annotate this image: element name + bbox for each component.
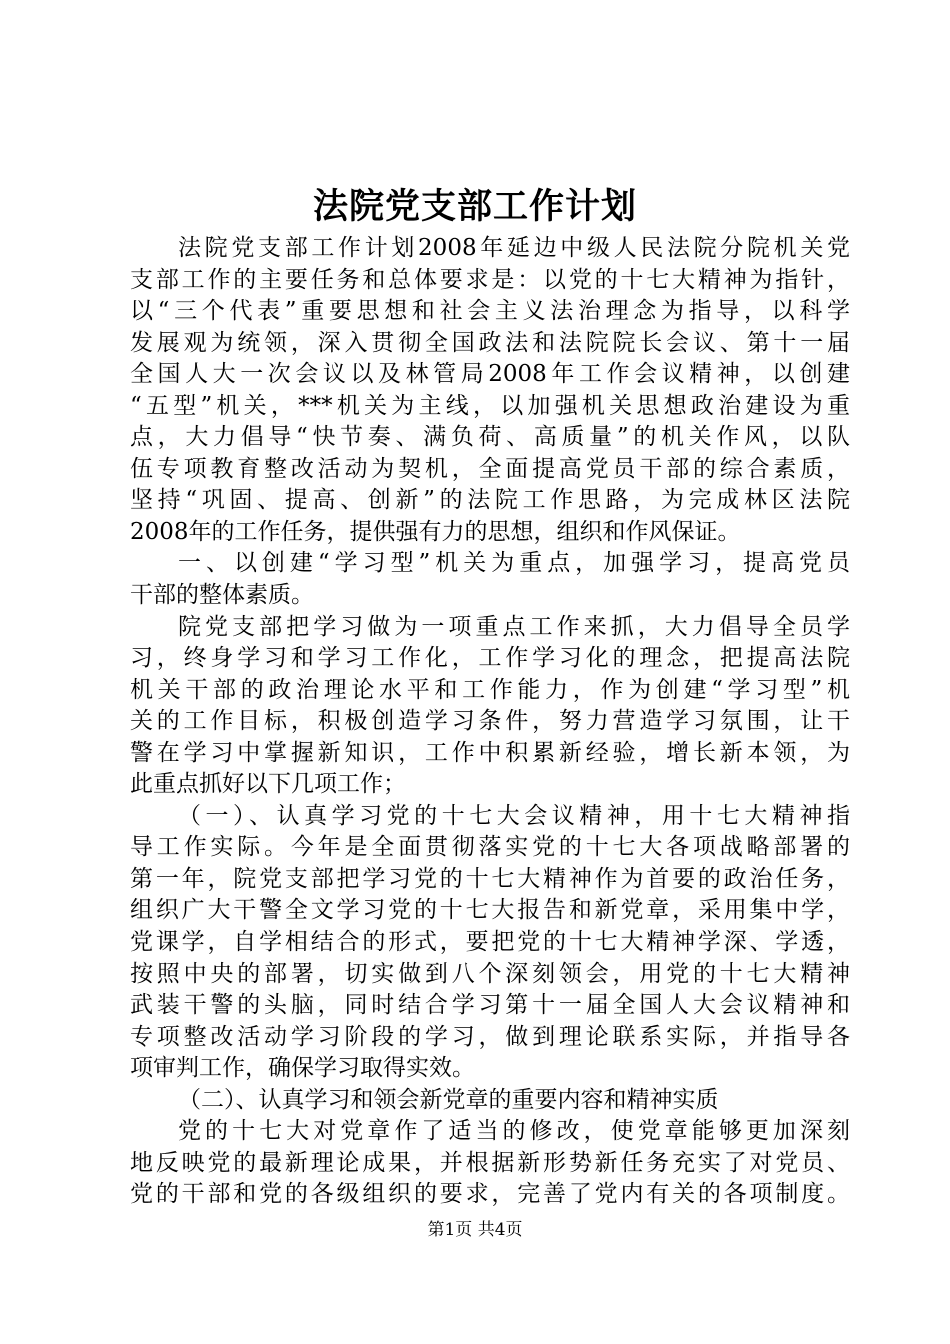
text-line: 习，终身学习和学习工作化，工作学习化的理念，把提高法院 <box>130 645 850 672</box>
page-footer: 第1页 共4页 <box>427 1220 523 1240</box>
text-line: 此重点抓好以下几项工作； <box>130 771 406 798</box>
text-line: 院党支部把学习做为一项重点工作来抓，大力倡导全员学 <box>178 613 850 640</box>
text-line: 项审判工作，确保学习取得实效。 <box>130 1055 475 1082</box>
text-line: 以“三个代表”重要思想和社会主义法治理念为指导，以科学 <box>130 298 850 325</box>
text-line: “五型”机关，***机关为主线，以加强机关思想政治建设为重 <box>130 392 850 419</box>
text-line: 按照中央的部署，切实做到八个深刻领会，用党的十七大精神 <box>130 960 850 987</box>
text-line: 点，大力倡导“快节奏、满负荷、高质量”的机关作风，以队 <box>130 424 850 451</box>
text-line: 专项整改活动学习阶段的学习，做到理论联系实际，并指导各 <box>130 1023 850 1050</box>
text-line: 党课学，自学相结合的形式，要把党的十七大精神学深、学透， <box>130 929 850 956</box>
text-line: 警在学习中掌握新知识，工作中积累新经验，增长新本领，为 <box>130 739 850 766</box>
text-line: （一）、认真学习党的十七大会议精神，用十七大精神指 <box>178 802 850 829</box>
document-body <box>130 233 850 1211</box>
text-line: 支部工作的主要任务和总体要求是：以党的十七大精神为指针， <box>130 266 850 293</box>
text-line: 坚持“巩固、提高、创新”的法院工作思路，为完成林区法院 <box>130 487 850 514</box>
text-line: 党的干部和党的各级组织的要求，完善了党内有关的各项制度。 <box>130 1181 850 1208</box>
text-line: 机关干部的政治理论水平和工作能力，作为创建“学习型”机 <box>130 676 850 703</box>
text-line: 党的十七大对党章作了适当的修改，使党章能够更加深刻 <box>178 1118 850 1145</box>
text-line: 全国人大一次会议以及林管局2008年工作会议精神，以创建 <box>130 361 850 388</box>
text-line: 地反映党的最新理论成果，并根据新形势新任务充实了对党员、 <box>130 1149 850 1176</box>
text-line: 伍专项教育整改活动为契机，全面提高党员干部的综合素质， <box>130 455 850 482</box>
text-line: 一、以创建“学习型”机关为重点，加强学习，提高党员 <box>178 550 850 577</box>
text-line: （二）、认真学习和领会新党章的重要内容和精神实质 <box>178 1086 719 1113</box>
text-line: 第一年，院党支部把学习党的十七大精神作为首要的政治任务， <box>130 865 850 892</box>
text-line: 干部的整体素质。 <box>130 582 314 609</box>
text-line: 2008年的工作任务，提供强有力的思想，组织和作风保证。 <box>130 518 741 545</box>
text-line: 武装干警的头脑，同时结合学习第十一届全国人大会议精神和 <box>130 992 850 1019</box>
text-line: 关的工作目标，积极创造学习条件，努力营造学习氛围，让干 <box>130 708 850 735</box>
text-line: 组织广大干警全文学习党的十七大报告和新党章，采用集中学， <box>130 897 850 924</box>
document-title: 法院党支部工作计划 <box>312 186 637 227</box>
text-line: 法院党支部工作计划2008年延边中级人民法院分院机关党 <box>178 235 850 261</box>
text-line: 发展观为统领，深入贯彻全国政法和法院院长会议、第十一届 <box>130 329 850 356</box>
text-line: 导工作实际。今年是全面贯彻落实党的十七大各项战略部署的 <box>130 834 850 861</box>
